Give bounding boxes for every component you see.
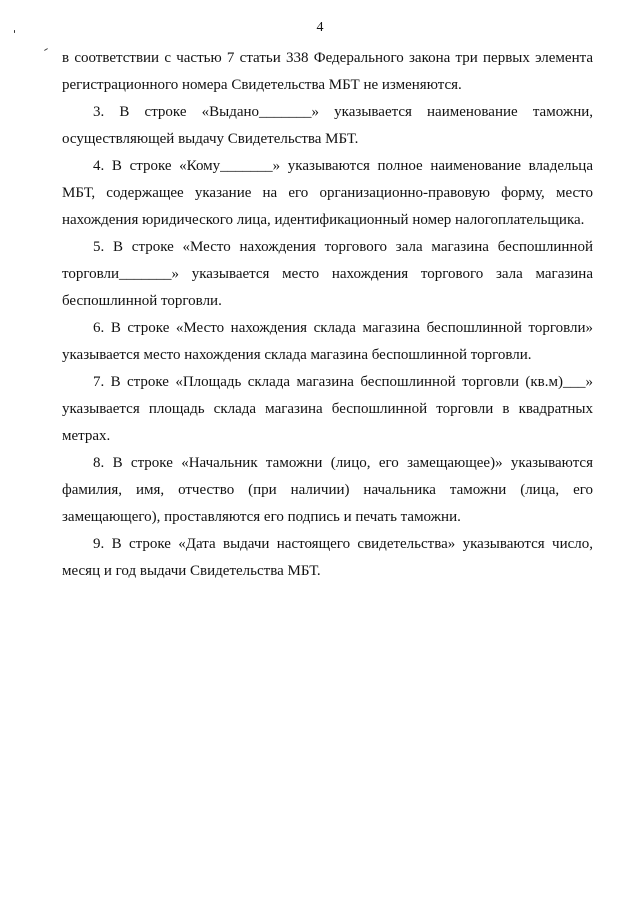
paragraph-item-7: 7. В строке «Площадь склада магазина беспошлинной торговли (кв.м)___» указывается площадь склада магазина беспошлинной торговли в квадратных метрах.	[62, 374, 593, 444]
paragraph-item-5: 5. В строке «Место нахождения торгового зала магазина беспошлинной торговли_______» указывается место нахождения торгового зала магазина беспошлинной торговли.	[62, 239, 593, 309]
paragraph-item-4: 4. В строке «Кому_______» указываются полное наименование владельца МБТ, содержащее указание на его организационно-правовую форму, место нахождения юридического лица, идентификационный номер налогоплательщика.	[62, 158, 593, 228]
scan-speck	[44, 48, 48, 51]
paragraph-item-8: 8. В строке «Начальник таможни (лицо, его замещающее)» указываются фамилия, имя, отчество (при наличии) начальника таможни (лица, его замещающего), проставляются его подпись и печать таможни.	[62, 455, 593, 525]
paragraph-item-3: 3. В строке «Выдано_______» указывается наименование таможни, осуществляющей выдачу Свидетельства МБТ.	[62, 104, 593, 147]
paragraph-continuation: в соответствии с частью 7 статьи 338 Федерального закона три первых элемента регистрационного номера Свидетельства МБТ не изменяются.	[62, 50, 593, 93]
paragraph-item-6: 6. В строке «Место нахождения склада магазина беспошлинной торговли» указывается место нахождения склада магазина беспошлинной торговли.	[62, 320, 593, 363]
page-number: 4	[316, 20, 324, 35]
document-body	[62, 45, 593, 585]
paragraph-item-9: 9. В строке «Дата выдачи настоящего свидетельства» указываются число, месяц и год выдачи Свидетельства МБТ.	[62, 536, 593, 579]
